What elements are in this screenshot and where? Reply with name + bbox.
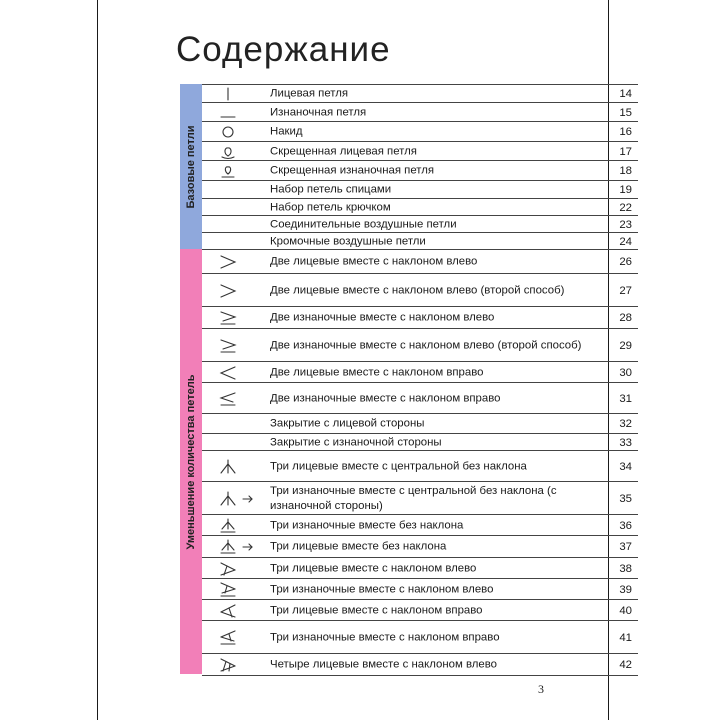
toc-entry-label: Три изнаночные вместе с центральной без наклона (с изнаночной стороны) (270, 484, 557, 512)
toc-entry-page: 22 (619, 201, 632, 214)
yarn-over-icon (202, 122, 262, 142)
toc-entry-label: Три лицевые вместе без наклона (270, 540, 447, 553)
toc-entry[interactable] (202, 121, 638, 142)
twisted-knit-icon (202, 142, 262, 161)
knit-stitch-icon (202, 85, 262, 103)
purl-stitch-icon (202, 103, 262, 122)
toc-entry-label: Закрытие с изнаночной стороны (270, 436, 442, 448)
p2tog-left-icon (202, 329, 262, 362)
toc-entry-page: 37 (619, 541, 632, 553)
p3tog-left-icon (202, 579, 262, 600)
toc-entry-label: Скрещенная лицевая петля (270, 145, 417, 157)
toc-entry[interactable] (202, 578, 638, 600)
toc-entry-label: Накид (270, 125, 303, 138)
k3tog-center-arrow-icon (202, 482, 262, 515)
toc-entry-label: Две изнаночные вместе с наклоном влево (второй способ) (270, 339, 582, 351)
toc-entry[interactable] (202, 653, 638, 676)
toc-entry[interactable] (202, 514, 638, 536)
book-page (97, 0, 632, 720)
k2tog-left-icon (202, 274, 262, 307)
page-title: Содержание (176, 30, 391, 69)
toc-entry[interactable] (202, 198, 638, 216)
toc-entry[interactable] (202, 620, 638, 654)
toc-entry-label: Три изнаночные вместе с наклоном вправо (270, 631, 500, 643)
empty-symbol-cell (202, 434, 262, 451)
toc-entry[interactable] (202, 306, 638, 329)
toc-entry-label: Скрещенная изнаночная петля (270, 164, 435, 177)
toc-entry-page: 31 (619, 392, 632, 405)
toc-entry[interactable] (202, 481, 638, 515)
toc-entry-page: 27 (619, 284, 632, 297)
toc-entry-label: Три лицевые вместе с наклоном вправо (270, 604, 483, 616)
toc-entry[interactable] (202, 84, 638, 103)
toc-entry-label: Две изнаночные вместе с наклоном влево (270, 311, 495, 324)
section-label: Базовые петли (185, 124, 197, 209)
toc-entry-page: 24 (619, 235, 632, 248)
empty-symbol-cell (202, 199, 262, 216)
p2tog-left-icon (202, 307, 262, 329)
empty-symbol-cell (202, 233, 262, 250)
toc-entry[interactable] (202, 599, 638, 621)
toc-entry-page: 42 (619, 658, 632, 671)
toc-entry[interactable] (202, 249, 638, 274)
toc-entry-label: Три изнаночные вместе с наклоном влево (270, 583, 494, 595)
toc-entry[interactable] (202, 141, 638, 161)
toc-entry[interactable] (202, 450, 638, 482)
toc-entry-page: 28 (619, 312, 632, 324)
toc-entry-label: Закрытие с лицевой стороны (270, 417, 425, 430)
toc-entry-label: Две лицевые вместе с наклоном влево (второй способ) (270, 284, 565, 296)
toc-entry-label: Соединительные воздушные петли (270, 218, 457, 230)
toc-entry[interactable] (202, 361, 638, 383)
k2tog-left-icon (202, 250, 262, 274)
toc-entry-page: 29 (619, 339, 632, 352)
toc-entry-page: 19 (619, 184, 632, 196)
toc-entry-page: 15 (619, 106, 632, 119)
k3tog-right-icon (202, 600, 262, 621)
toc-entry[interactable] (202, 328, 638, 362)
toc-entry-page: 14 (619, 88, 632, 100)
toc-entry[interactable] (202, 413, 638, 434)
k3tog-left-icon (202, 558, 262, 579)
toc-entry-label: Набор петель спицами (270, 183, 392, 196)
twisted-purl-icon (202, 161, 262, 181)
toc-entry-page: 38 (619, 562, 632, 575)
k3tog-center-icon (202, 451, 262, 482)
toc-entry-label: Набор петель крючком (270, 201, 391, 213)
table-of-contents (180, 84, 638, 671)
toc-entry-page: 36 (619, 519, 632, 532)
k2tog-right-icon (202, 362, 262, 383)
toc-entry-page: 39 (619, 583, 632, 596)
toc-entry[interactable] (202, 160, 638, 181)
toc-entry[interactable] (202, 557, 638, 579)
empty-symbol-cell (202, 181, 262, 199)
toc-entry-label: Три лицевые вместе с центральной без наклона (270, 460, 527, 472)
toc-entry[interactable] (202, 232, 638, 250)
section-label: Уменьшение количества петель (185, 374, 197, 549)
toc-entry-label: Изнаночная петля (270, 106, 367, 118)
toc-entry-label: Кромочные воздушные петли (270, 235, 426, 247)
toc-entry-label: Три лицевые вместе с наклоном влево (270, 562, 477, 574)
toc-entry-page: 17 (619, 145, 632, 158)
page-number: 3 (538, 682, 544, 696)
toc-entry[interactable] (202, 180, 638, 199)
toc-entry-page: 34 (619, 460, 632, 473)
toc-entry-label: Две изнаночные вместе с наклоном вправо (270, 392, 501, 404)
p3tog-center-arrow-icon (202, 536, 262, 558)
toc-entry-page: 23 (619, 218, 632, 231)
empty-symbol-cell (202, 414, 262, 434)
toc-entry-page: 32 (619, 418, 632, 430)
toc-entry-page: 40 (619, 604, 632, 617)
toc-entry[interactable] (202, 102, 638, 122)
toc-entry-page: 33 (619, 436, 632, 449)
toc-entry[interactable] (202, 535, 638, 558)
p2tog-right-icon (202, 383, 262, 414)
toc-entry-label: Три изнаночные вместе без наклона (270, 519, 464, 531)
toc-entry[interactable] (202, 273, 638, 307)
toc-entry-page: 18 (619, 165, 632, 177)
toc-entry[interactable] (202, 382, 638, 414)
toc-entry-page: 41 (619, 631, 632, 644)
p3tog-right-icon (202, 621, 262, 654)
k4tog-left-icon (202, 654, 262, 675)
toc-entry-label: Лицевая петля (270, 87, 349, 100)
toc-entry-page: 16 (619, 126, 632, 138)
toc-entry-label: Две лицевые вместе с наклоном влево (270, 255, 478, 268)
toc-entry-page: 26 (619, 256, 632, 268)
toc-entry-page: 35 (619, 492, 632, 505)
toc-entry[interactable] (202, 433, 638, 451)
toc-entry-label: Четыре лицевые вместе с наклоном влево (270, 658, 497, 670)
toc-entry-page: 30 (619, 366, 632, 379)
toc-entry[interactable] (202, 215, 638, 233)
toc-entry-label: Две лицевые вместе с наклоном вправо (270, 366, 484, 378)
empty-symbol-cell (202, 216, 262, 233)
p3tog-center-icon (202, 515, 262, 536)
